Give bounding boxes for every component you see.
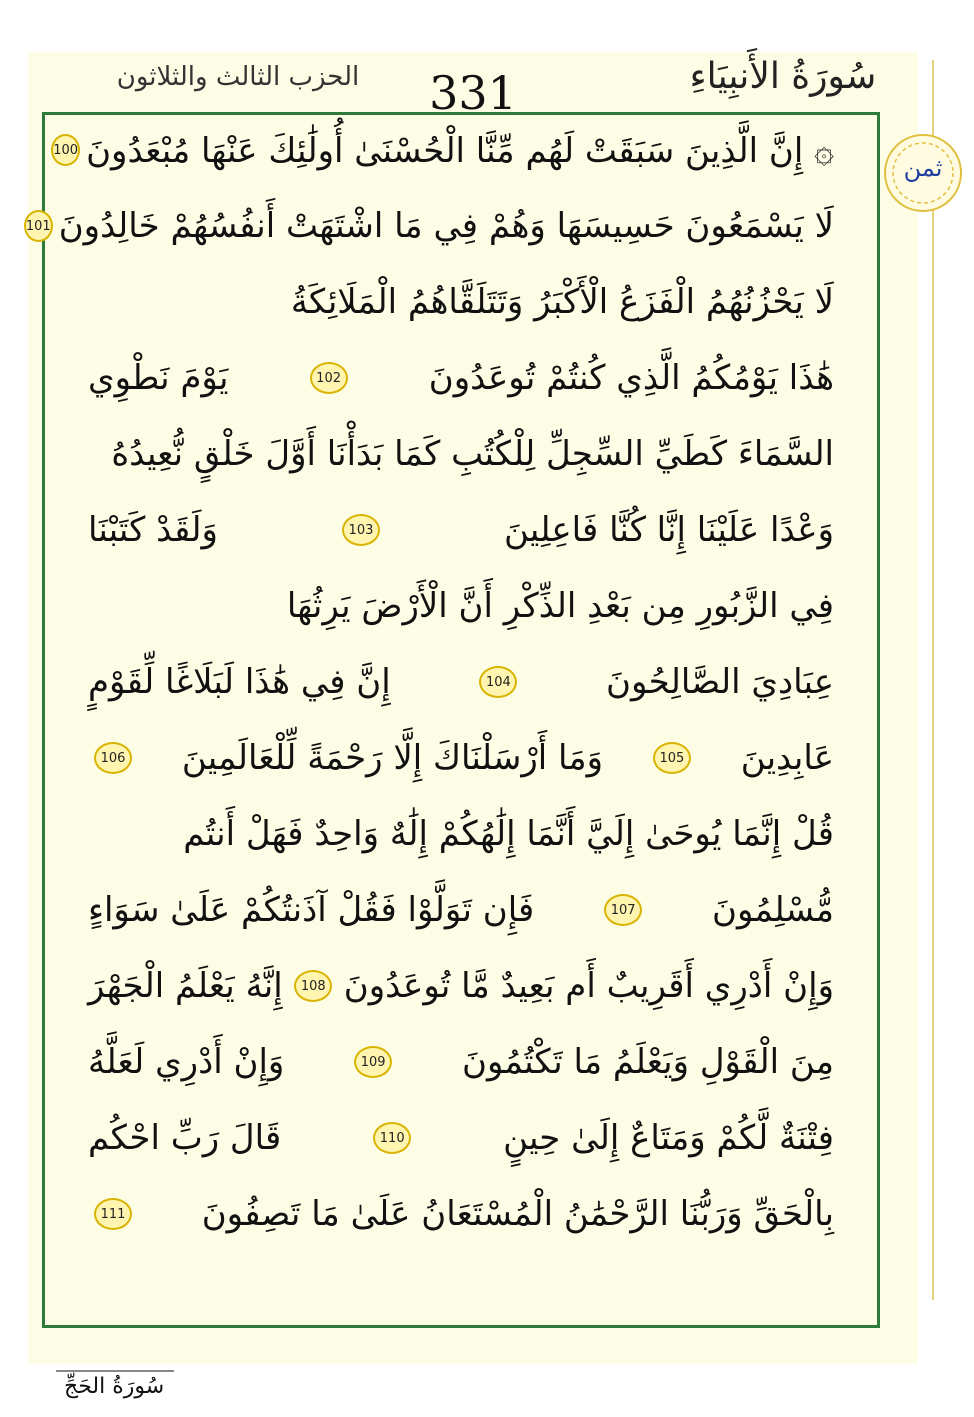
ayah-text: وَإِنْ أَدْرِي أَقَرِيبٌ أَم بَعِيدٌ مَّا تُوعَدُونَ	[343, 966, 834, 1006]
ayah-text: لَا يَحْزُنُهُمُ الْفَزَعُ الْأَكْبَرُ وَتَتَلَقَّاهُمُ الْمَلَائِكَةُ	[290, 282, 834, 322]
thumun-marker	[882, 132, 964, 214]
ayah-number-marker: 104	[479, 666, 517, 698]
ayah-line	[88, 1176, 834, 1252]
ayah-text-continued: إِنَّ فِي هَٰذَا لَبَلَاغًا لِّقَوْمٍ	[88, 662, 391, 702]
ayah-line	[88, 1100, 834, 1176]
ayah-text-continued: إِنَّهُ يَعْلَمُ الْجَهْرَ	[88, 966, 283, 1006]
ayah-line	[88, 872, 834, 948]
ayah-text: وَعْدًا عَلَيْنَا إِنَّا كُنَّا فَاعِلِينَ	[503, 510, 834, 550]
footer-divider	[56, 1370, 174, 1372]
ayah-number-marker: 108	[294, 970, 332, 1002]
ayah-text: السَّمَاءَ كَطَيِّ السِّجِلِّ لِلْكُتُبِ كَمَا بَدَأْنَا أَوَّلَ خَلْقٍ نُّعِيدُهُ	[111, 434, 834, 474]
ayah-text: فِتْنَةٌ لَّكُمْ وَمَتَاعٌ إِلَىٰ حِينٍ	[503, 1118, 834, 1158]
ayah-line	[88, 1024, 834, 1100]
page-header	[28, 52, 918, 120]
mushaf-page	[25, 52, 918, 1399]
ayah-text: بِالْحَقِّ وَرَبُّنَا الرَّحْمَٰنُ الْمُسْتَعَانُ عَلَىٰ مَا تَصِفُونَ	[201, 1194, 834, 1234]
ayah-text: قُلْ إِنَّمَا يُوحَىٰ إِلَيَّ أَنَّمَا إِلَٰهُكُمْ إِلَٰهٌ وَاحِدٌ فَهَلْ أَنتُم	[183, 814, 834, 854]
ayah-line	[88, 796, 834, 872]
thumun-label: ثمن	[903, 154, 943, 182]
ayah-number-marker: 103	[342, 514, 380, 546]
ayah-line	[88, 492, 834, 568]
ayah-text: مُّسْلِمُونَ	[712, 890, 834, 930]
hizb-label: الحزب الثالث والثلاثون	[116, 62, 360, 92]
ayah-line	[88, 948, 834, 1024]
next-surah-label: سُورَةُ الحَجِّ	[64, 1374, 165, 1399]
ayah-number-marker: 100	[51, 134, 80, 166]
ayah-text-continued: يَوْمَ نَطْوِي	[88, 358, 229, 398]
ayah-text: مِنَ الْقَوْلِ وَيَعْلَمُ مَا تَكْتُمُونَ	[461, 1042, 834, 1082]
ayah-text-continued: قَالَ رَبِّ احْكُم	[88, 1118, 282, 1158]
ayah-text-continued: وَمَا أَرْسَلْنَاكَ إِلَّا رَحْمَةً لِّلْعَالَمِينَ	[181, 738, 604, 778]
ayah-text: ۞ إِنَّ الَّذِينَ سَبَقَتْ لَهُم مِّنَّا الْحُسْنَىٰ أُولَٰئِكَ عَنْهَا مُبْعَدُونَ	[86, 130, 834, 171]
ayah-text: هَٰذَا يَوْمُكُمُ الَّذِي كُنتُمْ تُوعَدُونَ	[428, 358, 834, 398]
ayah-line	[88, 568, 834, 644]
page-number: 331	[429, 66, 517, 120]
ayah-lines	[25, 112, 880, 1252]
ayah-number-marker: 111	[94, 1198, 132, 1230]
ayah-line	[53, 112, 834, 188]
ayah-number-marker: 102	[310, 362, 348, 394]
ayah-number-marker: 110	[373, 1122, 411, 1154]
ayah-text: لَا يَسْمَعُونَ حَسِيسَهَا وَهُمْ فِي مَا اشْتَهَتْ أَنفُسُهُمْ خَالِدُونَ	[58, 206, 834, 246]
ayah-number-marker: 109	[354, 1046, 392, 1078]
surah-name: سُورَةُ الأَنبِيَاءِ	[689, 56, 877, 97]
ayah-number-marker: 105	[653, 742, 691, 774]
ayah-text-continued: وَلَقَدْ كَتَبْنَا	[88, 510, 218, 550]
ayah-line	[88, 264, 834, 340]
ayah-text: عِبَادِيَ الصَّالِحُونَ	[606, 662, 834, 702]
ayah-number-marker: 107	[604, 894, 642, 926]
ayah-text: عَابِدِينَ	[740, 738, 834, 778]
ayah-text: فِي الزَّبُورِ مِن بَعْدِ الذِّكْرِ أَنَّ الْأَرْضَ يَرِثُهَا	[286, 586, 834, 626]
margin-rule	[932, 60, 934, 1300]
ayah-text-continued: فَإِن تَوَلَّوْا فَقُلْ آذَنتُكُمْ عَلَىٰ سَوَاءٍ	[88, 890, 535, 930]
ayah-line	[25, 188, 834, 264]
ayah-text-continued: وَإِنْ أَدْرِي لَعَلَّهُ	[88, 1042, 285, 1082]
ayah-line	[88, 416, 834, 492]
ayah-number-marker: 101	[24, 210, 53, 242]
ayah-line	[88, 644, 834, 720]
ayah-line	[88, 720, 834, 796]
ayah-number-marker: 106	[94, 742, 132, 774]
ayah-line	[88, 340, 834, 416]
